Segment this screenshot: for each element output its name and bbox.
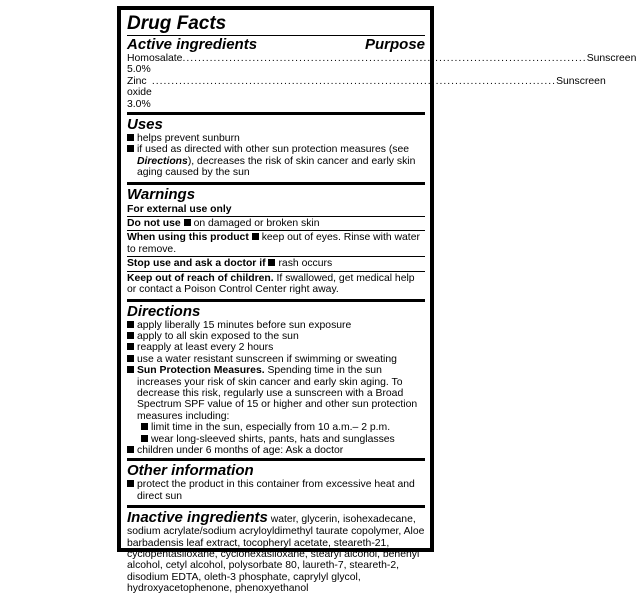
warning-text: rash occurs <box>278 258 333 270</box>
page-title: Drug Facts <box>127 14 425 36</box>
inactive-heading: Inactive ingredients <box>127 509 268 527</box>
bullet-icon <box>184 219 191 226</box>
uses-heading: Uses <box>127 116 163 134</box>
bullet-icon <box>268 259 275 266</box>
list-item <box>127 144 425 178</box>
list-item <box>127 354 425 365</box>
use-text: if used as directed with other sun protection measures (see <box>137 144 410 156</box>
when-using <box>127 231 425 257</box>
directions-ref: Directions <box>137 155 188 167</box>
list-item <box>127 342 425 353</box>
purpose-heading: Purpose <box>364 36 425 53</box>
list-item <box>127 445 425 456</box>
direction-text: limit time in the sun, especially from 10 a.m.– 2 p.m. <box>151 422 391 434</box>
inactive-section <box>127 508 425 594</box>
direction-text: apply liberally 15 minutes before sun exposure <box>137 319 352 331</box>
bullet-icon <box>252 233 259 240</box>
spm-label: Sun Protection Measures. <box>137 365 265 377</box>
list-item <box>127 422 425 433</box>
direction-text: apply to all skin exposed to the sun <box>137 330 299 342</box>
stop-use <box>127 257 425 271</box>
do-not-use <box>127 217 425 231</box>
active-heading: Active ingredients <box>127 36 258 53</box>
active-purpose: Sunscreen <box>586 53 636 64</box>
warning-label: Keep out of reach of children. <box>127 272 274 284</box>
use-text: helps prevent sunburn <box>137 133 240 145</box>
bullet-icon <box>127 480 134 487</box>
inactive-text: water, glycerin, isohexadecane, sodium acrylate/sodium acryloyldimethyl taurate copolymer, Aloe barbadensis leaf extract, tocopheryl acetate, steareth-21, cyclopentasiloxane, cyclohexasiloxane, stearyl alcohol, behenyl alcohol, cetyl alcohol, polysorbate 80, laureth-7, steareth-2, disodium EDTA, oleth-3 phosphate, caprylyl glycol, hydroxyacetophenone, phenoxyethanol <box>127 514 425 595</box>
bullet-icon <box>127 321 134 328</box>
active-item-2 <box>127 75 606 112</box>
direction-text: use a water resistant sunscreen if swimming or sweating <box>137 353 397 365</box>
bullet-icon <box>127 343 134 350</box>
active-purpose: Sunscreen <box>556 75 606 87</box>
bullet-icon <box>127 355 134 362</box>
other-info-section <box>127 461 425 508</box>
bullet-icon <box>141 435 148 442</box>
warning-text: keep out of eyes. Rinse with water to remove. <box>127 232 420 255</box>
warning-text: on damaged or broken skin <box>193 218 320 230</box>
list-item <box>127 133 425 144</box>
directions-heading: Directions <box>127 302 201 320</box>
list-item <box>127 434 425 445</box>
other-text: protect the product in this container from excessive heat and direct sun <box>137 479 415 502</box>
bullet-icon <box>141 423 148 430</box>
bullet-icon <box>127 134 134 141</box>
list-item <box>127 331 425 342</box>
active-header <box>127 37 425 53</box>
active-name: Zinc oxide 3.0% <box>127 75 152 110</box>
direction-text: wear long-sleeved shirts, pants, hats and sunglasses <box>151 433 395 445</box>
list-item <box>127 320 425 331</box>
warnings-heading: Warnings <box>127 185 196 203</box>
leader-dots: ........................................................................................................ <box>182 53 587 64</box>
direction-text: reapply at least every 2 hours <box>137 342 274 354</box>
direction-text: children under 6 months of age: Ask a doctor <box>137 444 344 456</box>
warning-label: Stop use and ask a doctor if <box>127 258 266 270</box>
active-name: Homosalate 5.0% <box>127 53 183 76</box>
leader-dots: ........................................................................................................ <box>151 75 557 87</box>
bullet-icon <box>127 332 134 339</box>
title-section <box>127 13 636 115</box>
bullet-icon <box>127 446 134 453</box>
warning-label: Do not use <box>127 218 181 230</box>
warnings-section <box>127 185 425 302</box>
other-heading: Other information <box>127 462 254 480</box>
active-item-1 <box>127 53 636 76</box>
bullet-icon <box>127 145 134 152</box>
direction-text: Spending time in the sun increases your risk of skin cancer and early skin aging. To decrease this risk, regularly use a sunscreen with a Broad Spectrum SPF value of 15 or higher and other sun protection measures including: <box>137 365 418 422</box>
inactive-paragraph <box>127 510 425 594</box>
warning-label: When using this product <box>127 232 249 244</box>
uses-section <box>127 115 425 185</box>
bullet-icon <box>127 366 134 373</box>
external-use: For external use only <box>127 203 425 217</box>
directions-section <box>127 302 425 462</box>
drug-facts-panel <box>117 6 636 595</box>
list-item <box>127 479 425 502</box>
use-text: ), decreases the risk of skin cancer and early skin aging caused by the sun <box>137 155 416 179</box>
keep-out-of-reach <box>127 272 425 299</box>
list-item <box>127 365 425 422</box>
warning-text: If swallowed, get medical help or contact a Poison Control Center right away. <box>127 272 415 296</box>
